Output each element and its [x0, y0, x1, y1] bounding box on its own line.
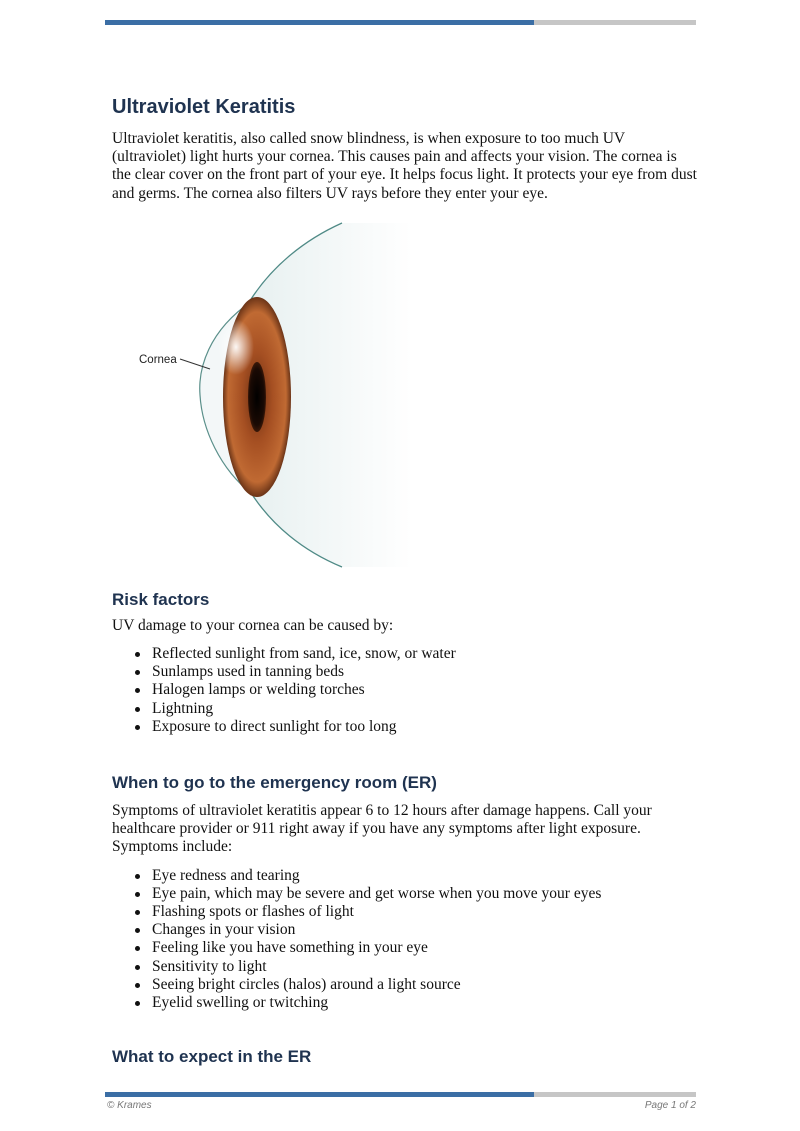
risk-factors-list	[112, 645, 697, 736]
list-item: Sensitivity to light	[112, 958, 697, 976]
er-heading: When to go to the emergency room (ER)	[112, 773, 437, 793]
header-rule-gray	[534, 20, 696, 25]
risk-factors-lead: UV damage to your cornea can be caused by:	[112, 616, 394, 634]
cornea-label: Cornea	[139, 353, 177, 366]
what-to-expect-heading: What to expect in the ER	[112, 1047, 312, 1067]
page-title: Ultraviolet Keratitis	[112, 96, 296, 118]
risk-factors-heading: Risk factors	[112, 589, 210, 609]
list-item: Halogen lamps or welding torches	[112, 681, 697, 699]
list-item: Exposure to direct sunlight for too long	[112, 718, 697, 736]
er-lead: Symptoms of ultraviolet keratitis appear 6 to 12 hours after damage happens. Call your healthcare provider or 911 right away if you have any symptoms after light exposure. Symptoms include:	[112, 802, 652, 856]
footer-rule-blue	[105, 1092, 534, 1097]
document-body	[112, 94, 697, 1068]
copyright-text: © Krames	[107, 1100, 152, 1111]
glare-highlight	[218, 319, 254, 375]
header-rule	[105, 20, 696, 25]
list-item: Sunlamps used in tanning beds	[112, 663, 697, 681]
list-item: Eye pain, which may be severe and get worse when you move your eyes	[112, 885, 697, 903]
eye-illustration	[112, 219, 412, 569]
intro-paragraph: Ultraviolet keratitis, also called snow blindness, is when exposure to too much UV (ultraviolet) light hurts your cornea. This causes pain and affects your vision. The cornea is the clear cover on the front part of your eye. It helps focus light. It protects your eye from dust and germs. The cornea also filters UV rays before they enter your eye.	[112, 130, 697, 202]
list-item: Feeling like you have something in your eye	[112, 939, 697, 957]
eye-diagram	[112, 219, 412, 569]
symptoms-list	[112, 867, 697, 1013]
footer-rule	[105, 1092, 696, 1097]
list-item: Lightning	[112, 700, 697, 718]
page-number: Page 1 of 2	[644, 1100, 696, 1111]
header-rule-blue	[105, 20, 534, 25]
list-item: Flashing spots or flashes of light	[112, 903, 697, 921]
list-item: Reflected sunlight from sand, ice, snow, or water	[112, 645, 697, 663]
page-footer	[107, 1100, 696, 1111]
list-item: Eye redness and tearing	[112, 867, 697, 885]
list-item: Seeing bright circles (halos) around a light source	[112, 976, 697, 994]
pupil-shape	[248, 362, 266, 432]
footer-rule-gray	[534, 1092, 696, 1097]
list-item: Changes in your vision	[112, 921, 697, 939]
list-item: Eyelid swelling or twitching	[112, 994, 697, 1012]
